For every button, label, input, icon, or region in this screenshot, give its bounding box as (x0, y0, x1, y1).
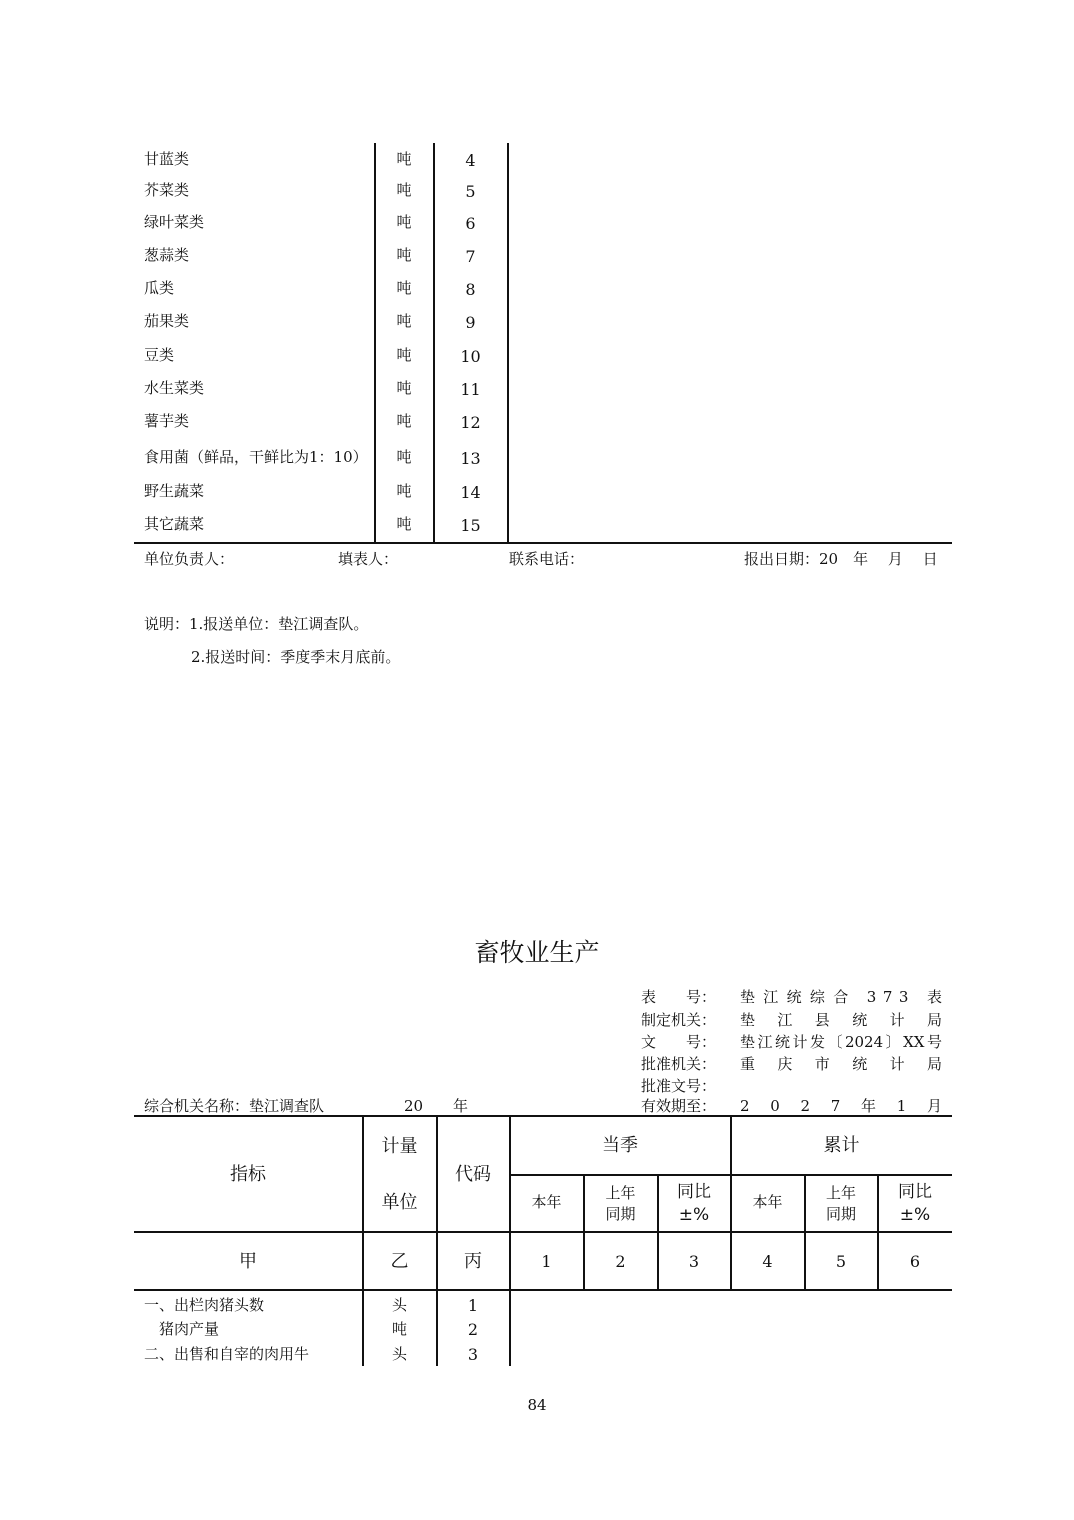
indicator-name: 猪肉产量 (144, 1320, 220, 1338)
phone-label: 联系电话： (509, 550, 585, 568)
row-name: 绿叶菜类 (144, 213, 205, 231)
column-label: 6 (909, 1252, 921, 1271)
row-code: 7 (465, 247, 476, 266)
row-name: 薯芋类 (144, 412, 190, 430)
header-yoy-q: 同比 ±% (677, 1181, 711, 1225)
meta-value: 重 庆 市 统 计 局 (740, 1055, 942, 1073)
row-unit: 吨 (396, 379, 412, 397)
org-name: 综合机关名称：垫江调查队 (144, 1097, 325, 1115)
row-code: 5 (465, 182, 476, 201)
column-label: 甲 (239, 1251, 257, 1272)
row-unit: 吨 (396, 515, 412, 533)
row-code: 4 (465, 151, 476, 170)
row-code: 10 (460, 347, 481, 366)
column-label: 丙 (464, 1251, 482, 1272)
row-name: 豆类 (144, 346, 175, 364)
row-code: 8 (465, 280, 476, 299)
report-date-label: 报出日期：20 年 月 日 (744, 550, 938, 568)
row-name: 茄果类 (144, 312, 190, 330)
meta-value: 垫 江 统 综 合 3 7 3 表 (740, 988, 942, 1006)
year-suffix: 年 (453, 1097, 469, 1115)
row-name: 葱蒜类 (144, 246, 190, 264)
upper-table-bottom-rule (134, 542, 952, 544)
header-last-year-c: 上年 同期 (825, 1184, 856, 1223)
indicator-unit: 头 (391, 1296, 407, 1314)
header-unit-top: 计量 (381, 1136, 418, 1157)
header-bottom-rule (134, 1231, 952, 1233)
upper-col-divider-3 (507, 143, 509, 544)
row-name: 甘蓝类 (144, 150, 190, 168)
meta-label: 制定机关： (641, 1011, 717, 1029)
row-code: 9 (465, 313, 476, 332)
row-code: 14 (460, 483, 481, 502)
note-line-1: 说明：1.报送单位：垫江调查队。 (144, 615, 369, 633)
row-unit: 吨 (396, 279, 412, 297)
indicator-name: 二、出售和自宰的肉用牛 (144, 1345, 310, 1363)
row-unit: 吨 (396, 312, 412, 330)
row-code: 15 (460, 516, 481, 535)
indicator-code: 2 (467, 1320, 479, 1339)
header-cumulative: 累计 (823, 1135, 860, 1156)
meta-value: 垫 江 县 统 计 局 (740, 1011, 942, 1029)
column-label: 1 (541, 1252, 552, 1271)
header-this-year-c: 本年 (752, 1193, 783, 1211)
note-line-2: 2.报送时间：季度季末月底前。 (191, 648, 401, 666)
header-yoy-c: 同比 ±% (898, 1181, 932, 1225)
row-code: 6 (465, 214, 476, 233)
header-code: 代码 (455, 1164, 491, 1185)
upper-col-divider-2 (433, 143, 435, 544)
column-label: 乙 (390, 1251, 409, 1272)
row-code: 13 (460, 449, 481, 468)
meta-label: 表 号： (641, 988, 717, 1006)
year-prefix: 20 (404, 1097, 424, 1115)
row-unit: 吨 (396, 412, 412, 430)
row-name: 芥菜类 (144, 181, 190, 199)
row-unit: 吨 (396, 346, 412, 364)
row-name: 水生菜类 (144, 379, 205, 397)
header-quarter: 当季 (602, 1135, 638, 1156)
meta-label: 文 号： (641, 1033, 717, 1051)
column-label: 5 (835, 1252, 847, 1271)
meta-value: 2 0 2 7 年 1 月 (740, 1097, 942, 1115)
label-row-bottom-rule (134, 1289, 952, 1291)
row-name: 瓜类 (144, 279, 175, 297)
row-unit: 吨 (396, 213, 412, 231)
column-label: 4 (762, 1252, 773, 1271)
row-unit: 吨 (396, 448, 412, 466)
header-indicator: 指标 (230, 1164, 266, 1185)
indicator-unit: 吨 (391, 1320, 407, 1338)
header-last-year-q: 上年 同期 (605, 1184, 636, 1223)
table-top-rule (134, 1115, 952, 1117)
row-code: 12 (460, 413, 481, 432)
row-unit: 吨 (396, 482, 412, 500)
column-label: 3 (688, 1252, 700, 1271)
indicator-code: 1 (467, 1296, 479, 1315)
row-code: 11 (460, 380, 481, 399)
indicator-name: 一、出栏肉猪头数 (144, 1296, 265, 1314)
meta-label: 批准机关： (641, 1055, 717, 1073)
meta-value: 垫江统计发〔2024〕XX号 (740, 1033, 942, 1051)
meta-label: 批准文号： (641, 1077, 717, 1095)
row-unit: 吨 (396, 181, 412, 199)
indicator-unit: 头 (391, 1345, 407, 1363)
row-name: 其它蔬菜 (144, 515, 205, 533)
indicator-code: 3 (467, 1345, 479, 1364)
page-number: 84 (527, 1396, 547, 1414)
row-unit: 吨 (396, 246, 412, 264)
meta-label: 有效期至： (641, 1097, 717, 1115)
row-name: 野生蔬菜 (144, 482, 205, 500)
header-this-year-q: 本年 (531, 1193, 562, 1211)
form-title: 畜牧业生产 (474, 938, 600, 967)
row-name: 食用菌（鲜品，干鲜比为1：10） (144, 448, 368, 466)
row-unit: 吨 (396, 150, 412, 168)
column-label: 2 (615, 1252, 626, 1271)
filler-label: 填表人： (338, 550, 399, 568)
responsible-label: 单位负责人： (144, 550, 235, 568)
header-unit-bottom: 单位 (381, 1192, 418, 1213)
